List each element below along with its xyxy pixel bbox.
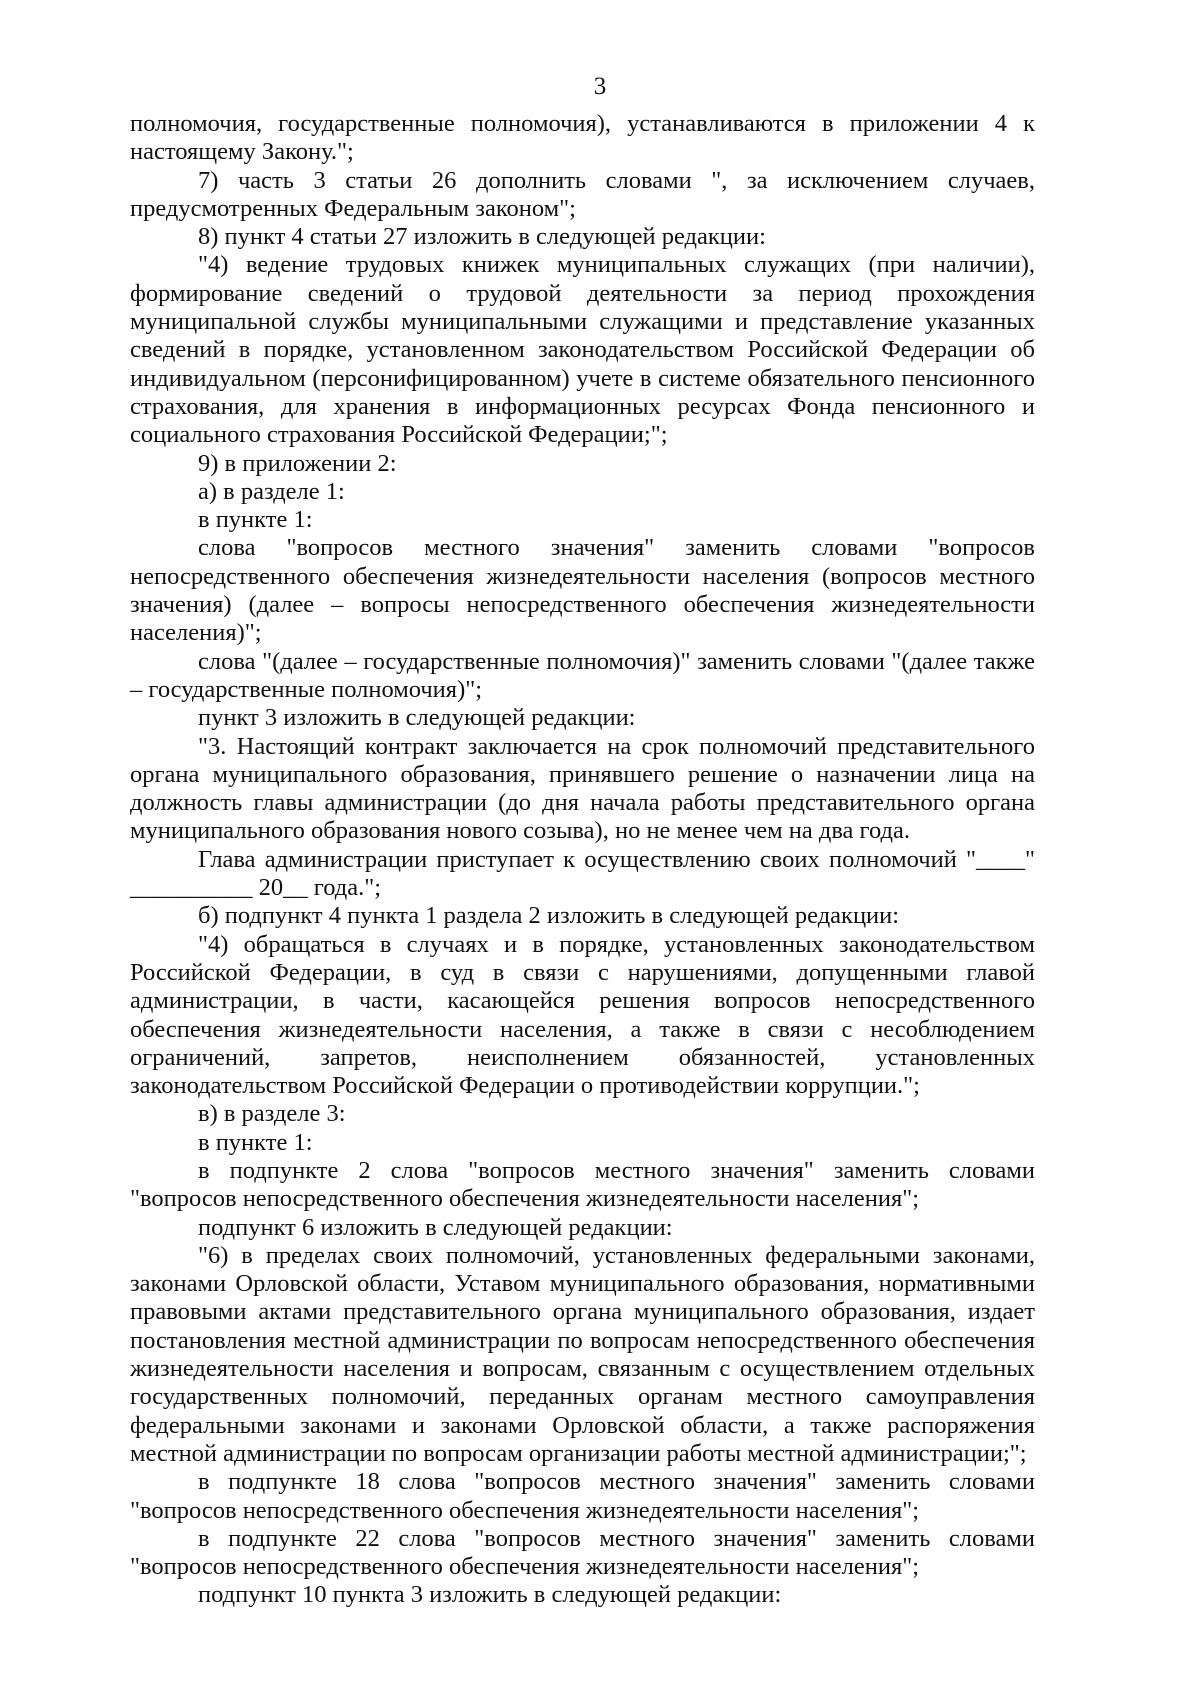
paragraph: в пункте 1: xyxy=(198,1128,313,1156)
document-body xyxy=(130,110,1035,1610)
paragraph: в пункте 1: xyxy=(198,506,313,534)
paragraph: 9) в приложении 2: xyxy=(198,449,397,477)
paragraph: "6) в пределах своих полномочий, установленных федеральными законами, законами Орловской области, Уставом муниципального образования, нормативными правовыми актами представительного органа муниципального образования, издает постановления местной администрации по вопросам непосредственного обеспечения жизнедеятельности населения и вопросам, связанным с осуществлением отдельных государственных полномочий, переданных органам местного самоуправления федеральными законами и законами Орловской области, а также распоряжения местной администрации по вопросам организации работы местной администрации;"; xyxy=(130,1241,1035,1467)
paragraph: полномочия, государственные полномочия), устанавливаются в приложении 4 к настоящему Закону."; xyxy=(130,110,1035,166)
paragraph: в подпункте 22 слова "вопросов местного значения" заменить словами "вопросов непосредственного обеспечения жизнедеятельности населения"; xyxy=(130,1524,1035,1581)
paragraph: подпункт 10 пункта 3 изложить в следующей редакции: xyxy=(198,1581,782,1609)
paragraph: "3. Настоящий контракт заключается на срок полномочий представительного органа муниципального образования, принявшего решение о назначении лица на должность главы администрации (до дня начала работы представительного органа муниципального образования нового созыва), но не менее чем на два года. xyxy=(130,732,1035,845)
paragraph: Глава администрации приступает к осуществлению своих полномочий "____" __________ 20__ года."; xyxy=(130,845,1035,902)
page-number: 3 xyxy=(593,73,607,100)
paragraph: "4) обращаться в случаях и в порядке, установленных законодательством Российской Федерации, в суд в связи с нарушениями, допущенными главой администрации, в части, касающейся решения вопросов непосредственного обеспечения жизнедеятельности населения, а также в связи с несоблюдением ограничений, запретов, неисполнением обязанностей, установленных законодательством Российской Федерации о противодействии коррупции."; xyxy=(130,930,1035,1100)
paragraph: в) в разделе 3: xyxy=(198,1100,346,1128)
paragraph: б) подпункт 4 пункта 1 раздела 2 изложить в следующей редакции: xyxy=(198,902,900,930)
paragraph: в подпункте 18 слова "вопросов местного значения" заменить словами "вопросов непосредственного обеспечения жизнедеятельности населения"; xyxy=(130,1468,1035,1524)
paragraph: "4) ведение трудовых книжек муниципальных служащих (при наличии), формирование сведений о трудовой деятельности за период прохождения муниципальной службы муниципальными служащими и представление указанных сведений в порядке, установленном законодательством Российской Федерации об индивидуальном (персонифицированном) учете в системе обязательного пенсионного страхования, для хранения в информационных ресурсах Фонда пенсионного и социального страхования Российской Федерации;"; xyxy=(130,251,1035,449)
paragraph: 8) пункт 4 статьи 27 изложить в следующей редакции: xyxy=(198,223,766,251)
paragraph: подпункт 6 изложить в следующей редакции: xyxy=(198,1213,673,1241)
paragraph: пункт 3 изложить в следующей редакции: xyxy=(198,704,636,732)
paragraph: 7) часть 3 статьи 26 дополнить словами ", за исключением случаев, предусмотренных Федеральным законом"; xyxy=(130,166,1035,222)
paragraph: в подпункте 2 слова "вопросов местного значения" заменить словами "вопросов непосредственного обеспечения жизнедеятельности населения"; xyxy=(130,1156,1035,1213)
paragraph: а) в разделе 1: xyxy=(198,477,345,505)
paragraph: слова "(далее – государственные полномочия)" заменить словами "(далее также – государственные полномочия)"; xyxy=(130,647,1035,703)
paragraph: слова "вопросов местного значения" заменить словами "вопросов непосредственного обеспечения жизнедеятельности населения (вопросов местного значения) (далее – вопросы непосредственного обеспечения жизнедеятельности населения)"; xyxy=(130,534,1035,647)
